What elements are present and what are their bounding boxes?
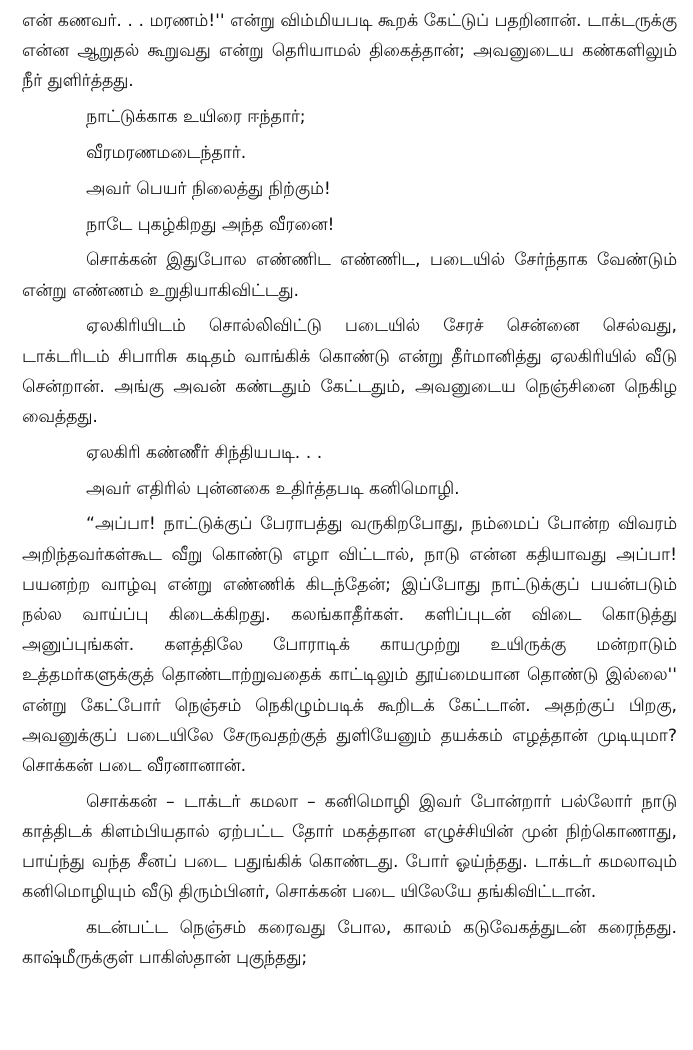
paragraph: ஏலகிரியிடம் சொல்லிவிட்டு படையில் சேரச் சென்னை செல்வது, டாக்டரிடம் சிபாரிசு கடிதம் வாங்கிக் கொண்டு என்று தீர்மானித்து ஏலகிரியில் வீடு சென்றான். அங்கு அவன் கண்டதும் கேட்டதும், அவனுடைய நெஞ்சினை நெகிழ வைத்தது. bbox=[22, 316, 677, 427]
paragraph: சொக்கன் இதுபோல எண்ணிட எண்ணிட, படையில் சேர்ந்தாக வேண்டும் என்று எண்ணம் உறுதியாகிவிட்டது. bbox=[22, 250, 677, 301]
paragraph: சொக்கன் – டாக்டர் கமலா – கனிமொழி இவர் போன்றார் பல்லோர் நாடு காத்திடக் கிளம்பியதால் ஏற்பட்ட தோர் மகத்தான எழுச்சியின் முன் நிற்கொணாது, பாய்ந்து வந்த சீனப் படை பதுங்கிக் கொண்டது. போர் ஓய்ந்தது. டாக்டர் கமலாவும் கனிமொழியும் வீடு திரும்பினர், சொக்கன் படை யிலேயே தங்கிவிட்டான். bbox=[22, 791, 677, 903]
paragraph-continuation: என் கணவர். . . மரணம்!'' என்று விம்மியபடி கூறக் கேட்டுப் பதறினான். டாக்டருக்கு என்ன ஆறுதல் கூறுவது என்று தெரியாமல் திகைத்தான்; அவனுடைய கண்களிலும் நீர் துளிர்த்தது. bbox=[22, 11, 677, 92]
paragraph: அவர் எதிரில் புன்னகை உதிர்த்தபடி கனிமொழி. bbox=[86, 478, 460, 499]
verse-line: நாடே புகழ்கிறது அந்த வீரனை! bbox=[86, 214, 335, 235]
paragraph: ஏலகிரி கண்ணீர் சிந்தியபடி. . . bbox=[86, 442, 323, 463]
verse-line: நாட்டுக்காக உயிரை ஈந்தார்; bbox=[86, 107, 306, 128]
paragraph: கடன்பட்ட நெஞ்சம் கரைவது போல, காலம் கடுவேகத்துடன் கரைந்தது. காஷ்மீருக்குள் பாகிஸ்தான் புகுந்தது; bbox=[22, 918, 677, 969]
verse-line: வீரமரணமடைந்தார். bbox=[86, 143, 247, 163]
verse-line: அவர் பெயர் நிலைத்து நிற்கும்! bbox=[86, 178, 331, 199]
quoted-speech-paragraph: “அப்பா! நாட்டுக்குப் பேராபத்து வருகிறபோது, நம்மைப் போன்ற விவரம் அறிந்தவர்கள்கூட வீறு கொண்டு எழா விட்டால், நாடு என்ன கதியாவது அப்பா! பயனற்ற வாழ்வு என்று எண்ணிக் கிடந்தேன்; இப்போது நாட்டுக்குப் பயன்படும் நல்ல வாய்ப்பு கிடைக்கிறது. கலங்காதீர்கள். களிப்புடன் விடை கொடுத்து அனுப்புங்கள். களத்திலே போராடிக் காயமுற்று உயிருக்கு மன்றாடும் உத்தமர்களுக்குத் தொண்டாற்றுவதைக் காட்டிலும் தூய்மையான தொண்டு இல்லை'' என்று கேட்போர் நெஞ்சம் நெகிழும்படிக் கூறிடக் கேட்டான். அதற்குப் பிறகு, அவனுக்குப் படையிலே சேருவதற்குத் துளியேனும் தயக்கம் எழத்தான் முடியுமா? சொக்கன் படை வீரனானான். bbox=[22, 514, 677, 777]
